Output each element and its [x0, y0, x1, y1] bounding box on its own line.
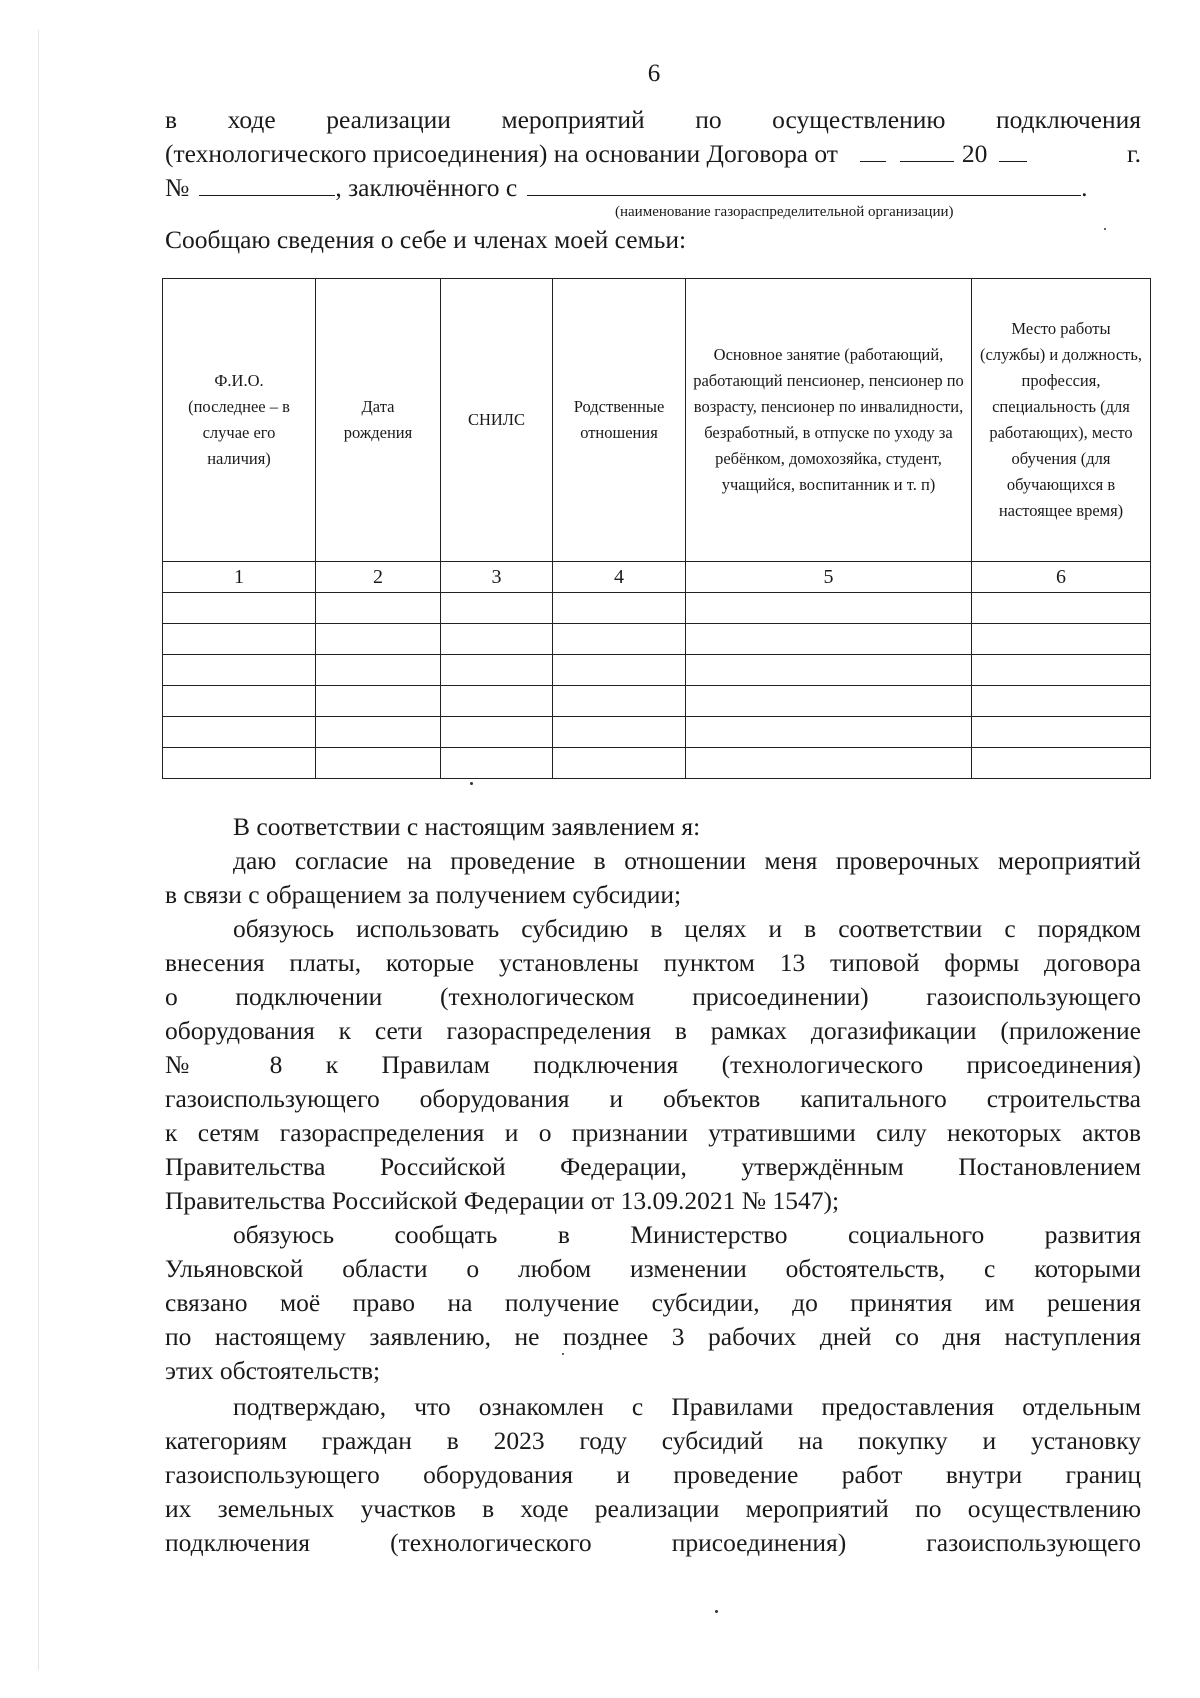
paragraph-confirm-line: категориям граждан в 2023 году субсидий на покупку и установку	[165, 1426, 1141, 1455]
header-occupation: Основное занятие (работающий, работающий пенсионер, пенсионер по возрасту, пенсионер по инвалидности, безработный, в отпуске по уходу за ребёнком, домохозяйка, студент, учащийся, воспитанник и т. п)	[686, 279, 972, 562]
organization-name-blank[interactable]	[527, 171, 1081, 196]
table-cell[interactable]	[316, 686, 441, 717]
column-number: 2	[316, 562, 441, 593]
table-row	[163, 655, 1151, 686]
contract-day-blank[interactable]	[860, 137, 886, 162]
intro-word: по	[695, 105, 722, 134]
column-number: 6	[972, 562, 1151, 593]
table-cell[interactable]	[163, 748, 316, 779]
table-cell[interactable]	[972, 686, 1151, 717]
table-cell[interactable]	[686, 593, 972, 624]
table-cell[interactable]	[553, 655, 686, 686]
column-number: 5	[686, 562, 972, 593]
paragraph-confirm-line: их земельных участков в ходе реализации мероприятий по осуществлению	[165, 1494, 1141, 1523]
intro-line-2	[165, 137, 1141, 171]
table-cell[interactable]	[553, 624, 686, 655]
header-fio: Ф.И.О. (последнее – в случае его наличия)	[163, 279, 316, 562]
intro-word: осуществлению	[772, 105, 946, 134]
paragraph-consent-line: даю согласие на проведение в отношении меня проверочных мероприятий	[233, 846, 1141, 875]
intro-contract-text: (технологического присоединения) на основании Договора от	[165, 139, 838, 168]
contract-number-blank[interactable]	[199, 171, 335, 196]
column-number: 4	[553, 562, 686, 593]
org-caption: (наименование газораспределительной организации)	[615, 204, 954, 220]
table-row	[163, 717, 1151, 748]
table-row	[163, 593, 1151, 624]
table-cell[interactable]	[972, 655, 1151, 686]
intro-word: в	[165, 105, 178, 134]
table-cell[interactable]	[441, 593, 553, 624]
header-workplace: Место работы (службы) и должность, профессия, специальность (для работающих), место обучения (для обучающихся в настоящее время)	[972, 279, 1151, 562]
concluded-with-text: , заключённого с	[335, 173, 518, 202]
header-relationship: Родственные отношения	[553, 279, 686, 562]
family-info-heading: Сообщаю сведения о себе и членах моей семьи:	[165, 225, 687, 254]
table-cell[interactable]	[686, 686, 972, 717]
paragraph-use-subsidy-line: Правительства Российской Федерации от 13.09.2021 № 1547);	[165, 1186, 840, 1215]
table-cell[interactable]	[441, 686, 553, 717]
table-cell[interactable]	[972, 717, 1151, 748]
table-cell[interactable]	[553, 593, 686, 624]
paragraph-use-subsidy-line: о подключении (технологическом присоединении) газоиспользующего	[165, 982, 1141, 1011]
intro-word: ходе	[227, 105, 276, 134]
table-header-row	[163, 279, 1151, 562]
contract-year-blank[interactable]	[999, 137, 1027, 162]
table-cell[interactable]	[316, 624, 441, 655]
paragraph-use-subsidy-line: Правительства Российской Федерации, утверждённым Постановлением	[165, 1152, 1141, 1181]
paragraph-confirm-line: подтверждаю, что ознакомлен с Правилами предоставления отдельным	[233, 1392, 1141, 1421]
scan-speck	[470, 782, 473, 785]
intro-line-3	[165, 171, 1141, 205]
table-cell[interactable]	[686, 748, 972, 779]
header-snils: СНИЛС	[441, 279, 553, 562]
paragraph-confirm-line: подключения (технологического присоединения) газоиспользующего	[165, 1528, 1141, 1557]
column-number: 3	[441, 562, 553, 593]
table-cell[interactable]	[316, 748, 441, 779]
paragraph-notify-line: по настоящему заявлению, не позднее 3 рабочих дней со дня наступления	[165, 1322, 1141, 1351]
paragraph-use-subsidy-line: обязуюсь использовать субсидию в целях и в соответствии с порядком	[233, 914, 1141, 943]
paragraph-use-subsidy-line: внесения платы, которые установлены пунктом 13 типовой формы договора	[165, 948, 1141, 977]
intro-line-1	[165, 103, 1141, 137]
paragraph-notify-line: этих обстоятельств;	[165, 1356, 381, 1385]
family-members-table	[162, 278, 1151, 779]
line-end-period: .	[1081, 173, 1088, 202]
table-cell[interactable]	[316, 593, 441, 624]
page-number: 6	[647, 60, 661, 87]
column-number: 1	[163, 562, 316, 593]
table-row	[163, 748, 1151, 779]
table-cell[interactable]	[441, 655, 553, 686]
paragraph-notify-line: связано моё право на получение субсидии, до принятия им решения	[165, 1288, 1141, 1317]
table-cell[interactable]	[553, 748, 686, 779]
intro-word: подключения	[995, 105, 1141, 134]
paragraph-use-subsidy-line: газоиспользующего оборудования и объектов капитального строительства	[165, 1084, 1141, 1113]
paragraph-use-subsidy-line: № 8 к Правилам подключения (технологического присоединения)	[165, 1050, 1141, 1079]
contract-year-prefix: 20	[961, 139, 988, 168]
intro-word: мероприятий	[501, 105, 645, 134]
table-cell[interactable]	[686, 655, 972, 686]
column-numbers-row	[163, 562, 1151, 593]
table-cell[interactable]	[441, 717, 553, 748]
table-cell[interactable]	[163, 593, 316, 624]
table-cell[interactable]	[553, 717, 686, 748]
header-birth-date: Дата рождения	[316, 279, 441, 562]
table-cell[interactable]	[553, 686, 686, 717]
table-cell[interactable]	[163, 655, 316, 686]
table-row	[163, 686, 1151, 717]
paragraph-notify-line: Ульяновской области о любом изменении обстоятельств, с которыми	[165, 1254, 1141, 1283]
table-cell[interactable]	[316, 717, 441, 748]
paragraph-use-subsidy-line: к сетям газораспределения и о признании утратившими силу некоторых актов	[165, 1118, 1141, 1147]
intro-word: реализации	[326, 105, 451, 134]
table-cell[interactable]	[441, 748, 553, 779]
table-cell[interactable]	[972, 748, 1151, 779]
contract-month-blank[interactable]	[900, 137, 954, 162]
table-cell[interactable]	[441, 624, 553, 655]
scan-speck	[715, 1610, 718, 1613]
number-sign: №	[165, 173, 190, 202]
table-cell[interactable]	[686, 624, 972, 655]
paragraph-notify-line: обязуюсь сообщать в Министерство социального развития	[233, 1220, 1141, 1249]
scan-speck	[562, 1353, 564, 1355]
table-cell[interactable]	[163, 686, 316, 717]
paragraph-confirm-line: газоиспользующего оборудования и проведение работ внутри границ	[165, 1460, 1141, 1489]
table-cell[interactable]	[316, 655, 441, 686]
table-row	[163, 624, 1151, 655]
scan-speck	[1104, 228, 1106, 230]
scan-edge	[38, 30, 39, 1670]
table-cell[interactable]	[686, 717, 972, 748]
table-cell[interactable]	[972, 593, 1151, 624]
table-cell[interactable]	[163, 624, 316, 655]
table-cell[interactable]	[163, 717, 316, 748]
paragraph-intro: В соответствии с настоящим заявлением я:	[233, 812, 701, 841]
contract-year-suffix: г.	[1127, 139, 1141, 168]
paragraph-consent-line: в связи с обращением за получением субсидии;	[165, 880, 682, 909]
table-cell[interactable]	[972, 624, 1151, 655]
paragraph-use-subsidy-line: оборудования к сети газораспределения в рамках догазификации (приложение	[165, 1016, 1141, 1045]
